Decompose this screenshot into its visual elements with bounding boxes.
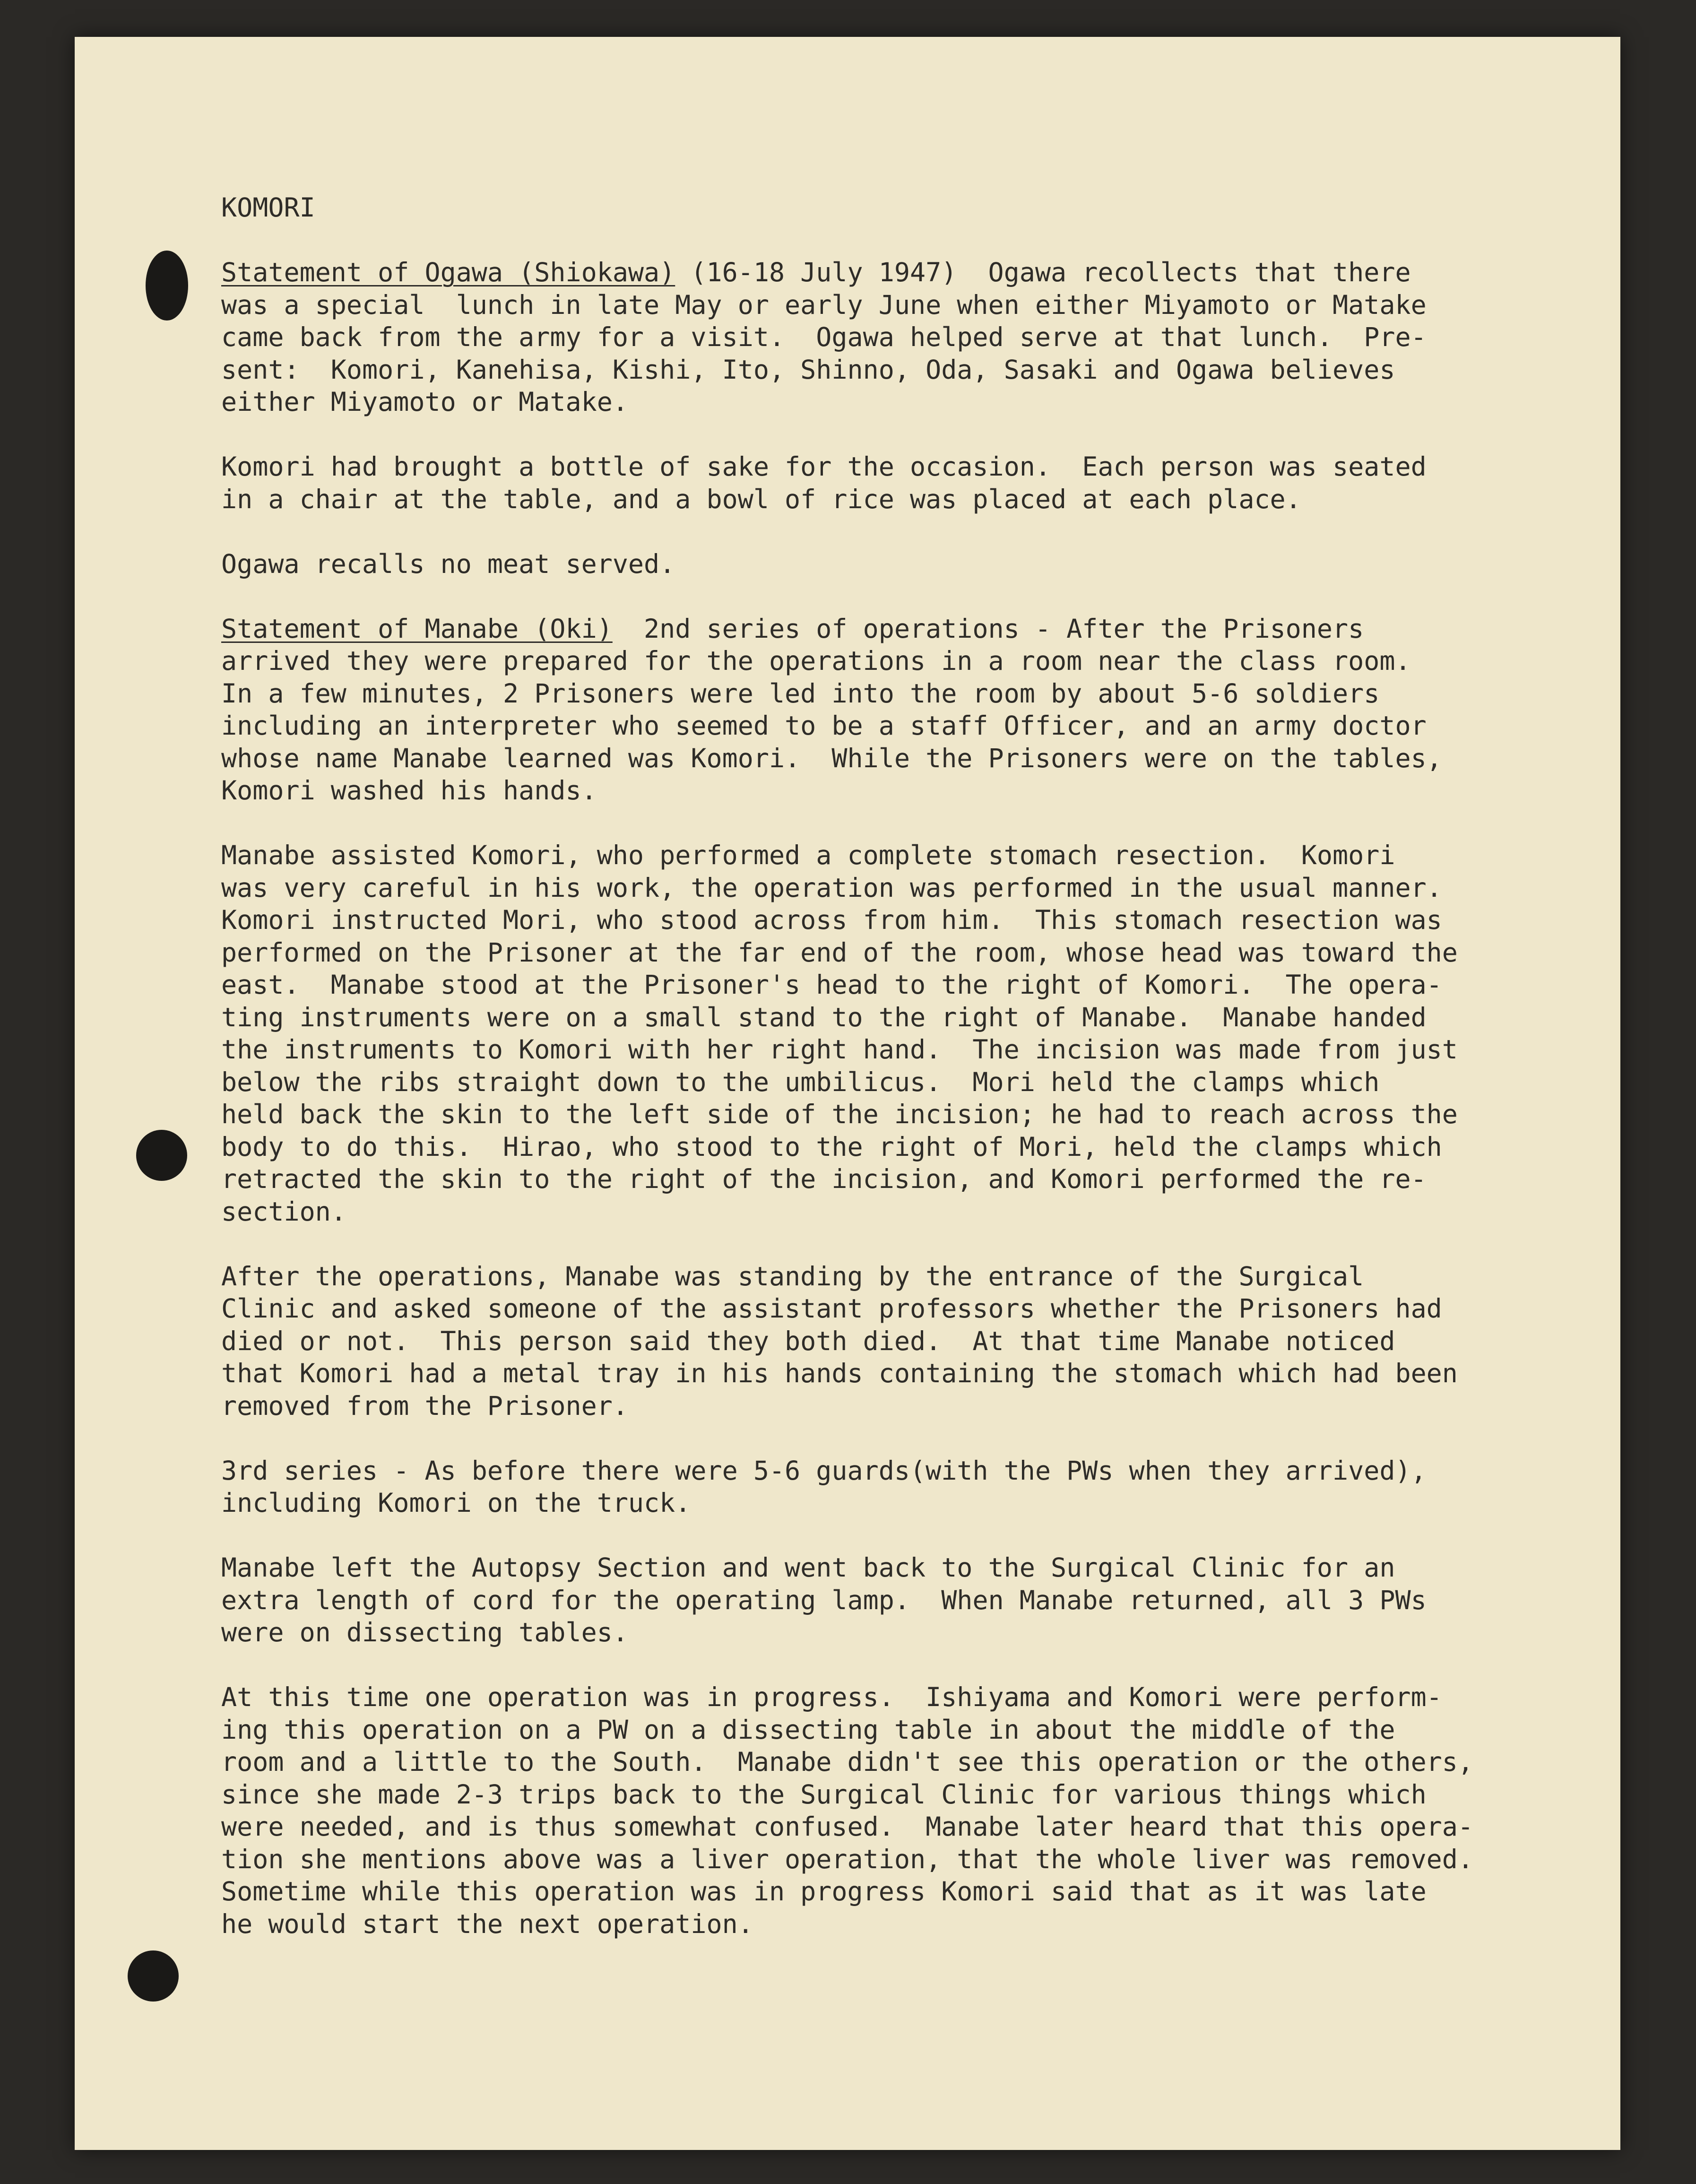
text-line: held back the skin to the left side of the incision; he had to reach across the bbox=[221, 1099, 1458, 1129]
text-line: At this time one operation was in progress. Ishiyama and Komori were perform- bbox=[221, 1682, 1442, 1712]
text-line: tion she mentions above was a liver operation, that the whole liver was removed. bbox=[221, 1844, 1474, 1874]
text-line: including Komori on the truck. bbox=[221, 1488, 691, 1518]
text-line: he would start the next operation. bbox=[221, 1908, 753, 1939]
text-line: was a special lunch in late May or early June when either Miyamoto or Matake bbox=[221, 289, 1427, 320]
text-line: room and a little to the South. Manabe didn't see this operation or the others, bbox=[221, 1747, 1474, 1777]
text-line: After the operations, Manabe was standing by the entrance of the Surgical bbox=[221, 1261, 1364, 1291]
text-line: Ogawa recalls no meat served. bbox=[221, 548, 675, 579]
text-line: 3rd series - As before there were 5-6 guards(with the PWs when they arrived), bbox=[221, 1455, 1427, 1486]
text-line: died or not. This person said they both died. At that time Manabe noticed bbox=[221, 1326, 1395, 1356]
text-line: removed from the Prisoner. bbox=[221, 1390, 628, 1421]
text-line: Komori instructed Mori, who stood across from him. This stomach resection was bbox=[221, 905, 1442, 935]
text-line: came back from the army for a visit. Ogawa helped serve at that lunch. Pre- bbox=[221, 322, 1427, 352]
text-line: Komori washed his hands. bbox=[221, 775, 597, 806]
text-line: whose name Manabe learned was Komori. While the Prisoners were on the tables, bbox=[221, 743, 1442, 773]
text-line: section. bbox=[221, 1196, 346, 1227]
text-line: was very careful in his work, the operation was performed in the usual manner. bbox=[221, 872, 1442, 903]
text-line: were needed, and is thus somewhat confused. Manabe later heard that this opera- bbox=[221, 1811, 1474, 1842]
text-line: were on dissecting tables. bbox=[221, 1617, 628, 1647]
text-line: east. Manabe stood at the Prisoner's head to the right of Komori. The opera- bbox=[221, 970, 1442, 1000]
text-line: Manabe assisted Komori, who performed a complete stomach resection. Komori bbox=[221, 840, 1395, 870]
text-line: Komori had brought a bottle of sake for the occasion. Each person was seated bbox=[221, 451, 1427, 482]
punch-hole-bottom bbox=[128, 1950, 179, 2002]
text-line: body to do this. Hirao, who stood to the right of Mori, held the clamps which bbox=[221, 1131, 1442, 1162]
statement-label-ogawa: Statement of Ogawa (Shiokawa) bbox=[221, 257, 675, 287]
text-line: the instruments to Komori with her right hand. The incision was made from just bbox=[221, 1034, 1458, 1065]
document-text bbox=[221, 191, 1573, 1940]
text-line: ting instruments were on a small stand to the right of Manabe. Manabe handed bbox=[221, 1002, 1427, 1032]
paragraph-ogawa-first-line: Statement of Ogawa (Shiokawa) (16-18 July 1947) Ogawa recollects that there bbox=[221, 257, 1411, 287]
text-line: Manabe left the Autopsy Section and went back to the Surgical Clinic for an bbox=[221, 1552, 1395, 1583]
text-line: retracted the skin to the right of the incision, and Komori performed the re- bbox=[221, 1164, 1427, 1194]
punch-hole-middle bbox=[136, 1130, 187, 1181]
text-line: since she made 2-3 trips back to the Surgical Clinic for various things which bbox=[221, 1779, 1427, 1810]
text-line: in a chair at the table, and a bowl of rice was placed at each place. bbox=[221, 484, 1301, 514]
text-line: ing this operation on a PW on a dissecting table in about the middle of the bbox=[221, 1714, 1395, 1745]
text-line: including an interpreter who seemed to be a staff Officer, and an army doctor bbox=[221, 711, 1427, 741]
text-line: that Komori had a metal tray in his hands containing the stomach which had been bbox=[221, 1358, 1458, 1388]
text-line: arrived they were prepared for the operations in a room near the class room. bbox=[221, 646, 1411, 676]
text-line: either Miyamoto or Matake. bbox=[221, 387, 628, 417]
text-line: Sometime while this operation was in progress Komori said that as it was late bbox=[221, 1876, 1427, 1907]
heading: KOMORI bbox=[221, 192, 315, 223]
paragraph-manabe-first-line: Statement of Manabe (Oki) 2nd series of operations - After the Prisoners bbox=[221, 613, 1364, 644]
punch-hole-top bbox=[146, 251, 188, 321]
text-line: In a few minutes, 2 Prisoners were led into the room by about 5-6 soldiers bbox=[221, 678, 1380, 709]
text-line: performed on the Prisoner at the far end of the room, whose head was toward the bbox=[221, 937, 1458, 968]
text-line: sent: Komori, Kanehisa, Kishi, Ito, Shinno, Oda, Sasaki and Ogawa believes bbox=[221, 354, 1395, 385]
text-line: Clinic and asked someone of the assistant professors whether the Prisoners had bbox=[221, 1293, 1442, 1324]
text-line: below the ribs straight down to the umbilicus. Mori held the clamps which bbox=[221, 1066, 1380, 1097]
statement-label-manabe: Statement of Manabe (Oki) bbox=[221, 613, 613, 644]
text-line: extra length of cord for the operating lamp. When Manabe returned, all 3 PWs bbox=[221, 1585, 1427, 1615]
